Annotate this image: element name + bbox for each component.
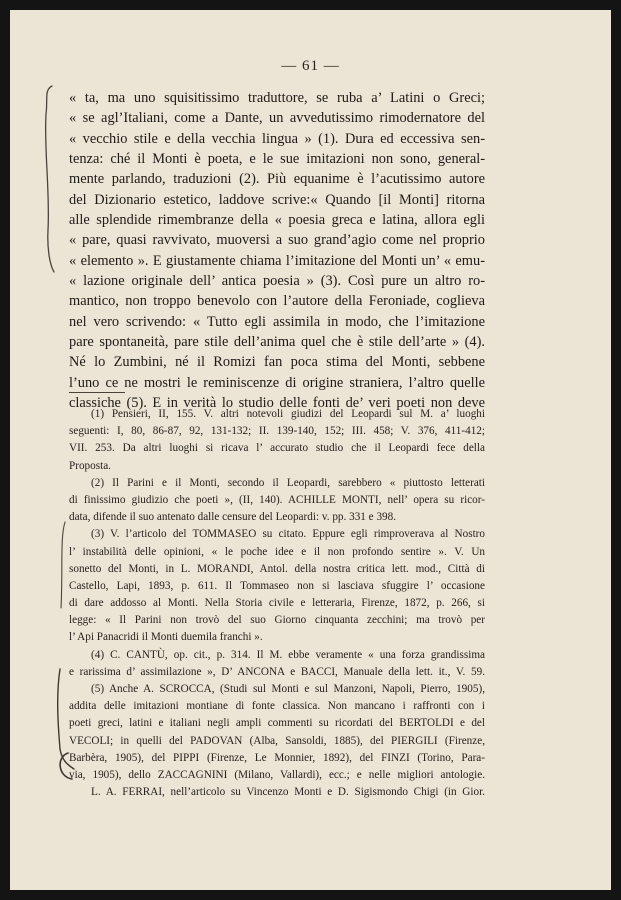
footnote-line: VII. 253. Da altri luoghi si ricava l’ accurato studio che il Leopardi fece della [69, 442, 485, 455]
footnote-separator [69, 392, 125, 393]
footnote-line: Castello, Lapi, 1893, p. 611. Il Tommaseo non si lasciava sfuggire l’ occasione [69, 579, 485, 592]
body-line: « se agl’Italiani, come a Dante, un avvedutissimo rimodernatore del [69, 110, 485, 127]
footnote-line: Barbèra, 1905), del PIPPI (Firenze, Le Monnier, 1892), del FINZI (Torino, Para- [69, 751, 485, 764]
footnote-line: di dare addosso al Monti. Nella Storia civile e letteraria, Firenze, 1872, p. 266, si [69, 597, 485, 610]
body-line: « lazione originale dell’ antica poesia » (3). Così pure un altro ro- [69, 273, 485, 290]
body-line: del Dizionario estetico, laddove scrive:« Quando [il Monti] ritorna [69, 191, 485, 208]
body-line: nel vero scrivendo: « Tutto egli assimila in modo, che l’imitazione [69, 313, 485, 330]
footnote-line: (4) C. CANTÙ, op. cit., p. 314. Il M. ebbe veramente « una forza grandissima [91, 648, 485, 661]
body-line: « vecchio stile e della vecchia lingua » (1). Dura ed eccessiva sen- [69, 130, 485, 147]
page-number: — 61 — [281, 58, 340, 74]
pencil-bracket-top [32, 80, 62, 280]
body-line: mente parlando, traduzioni (2). Più equanime è l’acutissimo autore [69, 171, 485, 188]
footnote-line: seguenti: I, 80, 86-87, 92, 131-132; II. 139-140, 152; III. 458; V. 376, 411-412; [69, 425, 485, 438]
footnote-line: legge: « Il Parini non trovò del suo Giorno cinquanta zecchini; ma trovò per [69, 614, 485, 627]
footnote-line: VECOLI; in quelli del PADOVAN (Alba, Sansoldi, 1885), del PIERGILI (Firenze, [69, 734, 485, 747]
body-line: tenza: ché il Monti è poeta, e le sue imitazioni non sono, general- [69, 151, 485, 168]
body-line: pare spontaneità, pare stile dell’anima quel che è stile dell’arte » (4). [69, 334, 485, 351]
body-text [69, 88, 485, 414]
body-line: Né lo Zumbini, né il Romizi fan poca stima del Monti, sebbene [69, 354, 485, 371]
pencil-bracket-notes [54, 518, 70, 614]
body-line: l’uno ce ne mostri le reminiscenze di origine straniera, l’altro quelle [69, 374, 485, 391]
footnote-line: l’ instabilità delle opinioni, « le poche idee e il non profondo sentire ». V. Un [69, 545, 485, 558]
body-line: alle splendide rimembranze della « poesia greca e latina, allora egli [69, 212, 485, 229]
footnote-line: (2) Il Parini e il Monti, secondo il Leopardi, sarebbero « piuttosto letterati [91, 476, 485, 489]
body-line: classiche (5). E in verità lo studio delle fonti de’ veri poeti non deve [69, 395, 485, 412]
footnote-line: addita delle imitazioni montiane di fonte classica. Non mancano i raffronti con i [69, 700, 485, 713]
footnote-line: (5) Anche A. SCROCCA, (Studi sul Monti e sul Manzoni, Napoli, Pierro, 1905), [91, 683, 485, 695]
footnote-line: via, 1905), dello ZACCAGNINI (Milano, Vallardi), ecc.; e nelle migliori antologie. [69, 768, 485, 781]
footnotes [69, 406, 485, 801]
footnote-line: sonetto del Monti, in L. MORANDI, Antol. della nostra critica lett. mod., Città di [69, 562, 485, 575]
body-line: mantico, non troppo benevolo con l’autore della Feroniade, coglieva [69, 293, 485, 310]
footnote-line: di finissimo giudizio che poeti », (II, 140). ACHILLE MONTI, nell’ opera su ricor- [69, 493, 485, 506]
body-line: « elemento ». E giustamente chiama l’imitazione del Monti un’ « emu- [69, 252, 485, 269]
footnote-line: Proposta. [69, 459, 111, 472]
footnote-line: l’ Api Panacridi il Monti duemila franchi ». [69, 631, 263, 644]
footnote-line: data, difende il suo antenato dalle censure del Leopardi: v. pp. 331 e 398. [69, 511, 397, 524]
scanned-page [10, 10, 611, 890]
footnote-line: L. A. FERRAI, nell’articolo su Vincenzo Monti e D. Sigismondo Chigi (in Gior. [91, 786, 485, 799]
footnote-line: e rarissima d’ assimilazione », D’ ANCONA e BACCI, Manuale della lett. it., V. 59. [69, 665, 485, 678]
body-line: « pare, quasi ravvivato, muoversi a suo grand’agio come nel proprio [69, 232, 485, 249]
body-line: « ta, ma uno squisitissimo traduttore, se ruba a’ Latini o Greci; [69, 90, 485, 106]
footnote-line: (1) Pensieri, II, 155. V. altri notevoli giudizi del Leopardi sul M. a’ luoghi [91, 408, 485, 420]
footnote-line: poeti greci, latini e italiani negli ampli commenti su ricordati del BERTOLDI e del [69, 717, 485, 730]
footnote-line: (3) V. l’articolo del TOMMASEO su citato. Eppure egli rimproverava al Nostro [91, 528, 485, 541]
